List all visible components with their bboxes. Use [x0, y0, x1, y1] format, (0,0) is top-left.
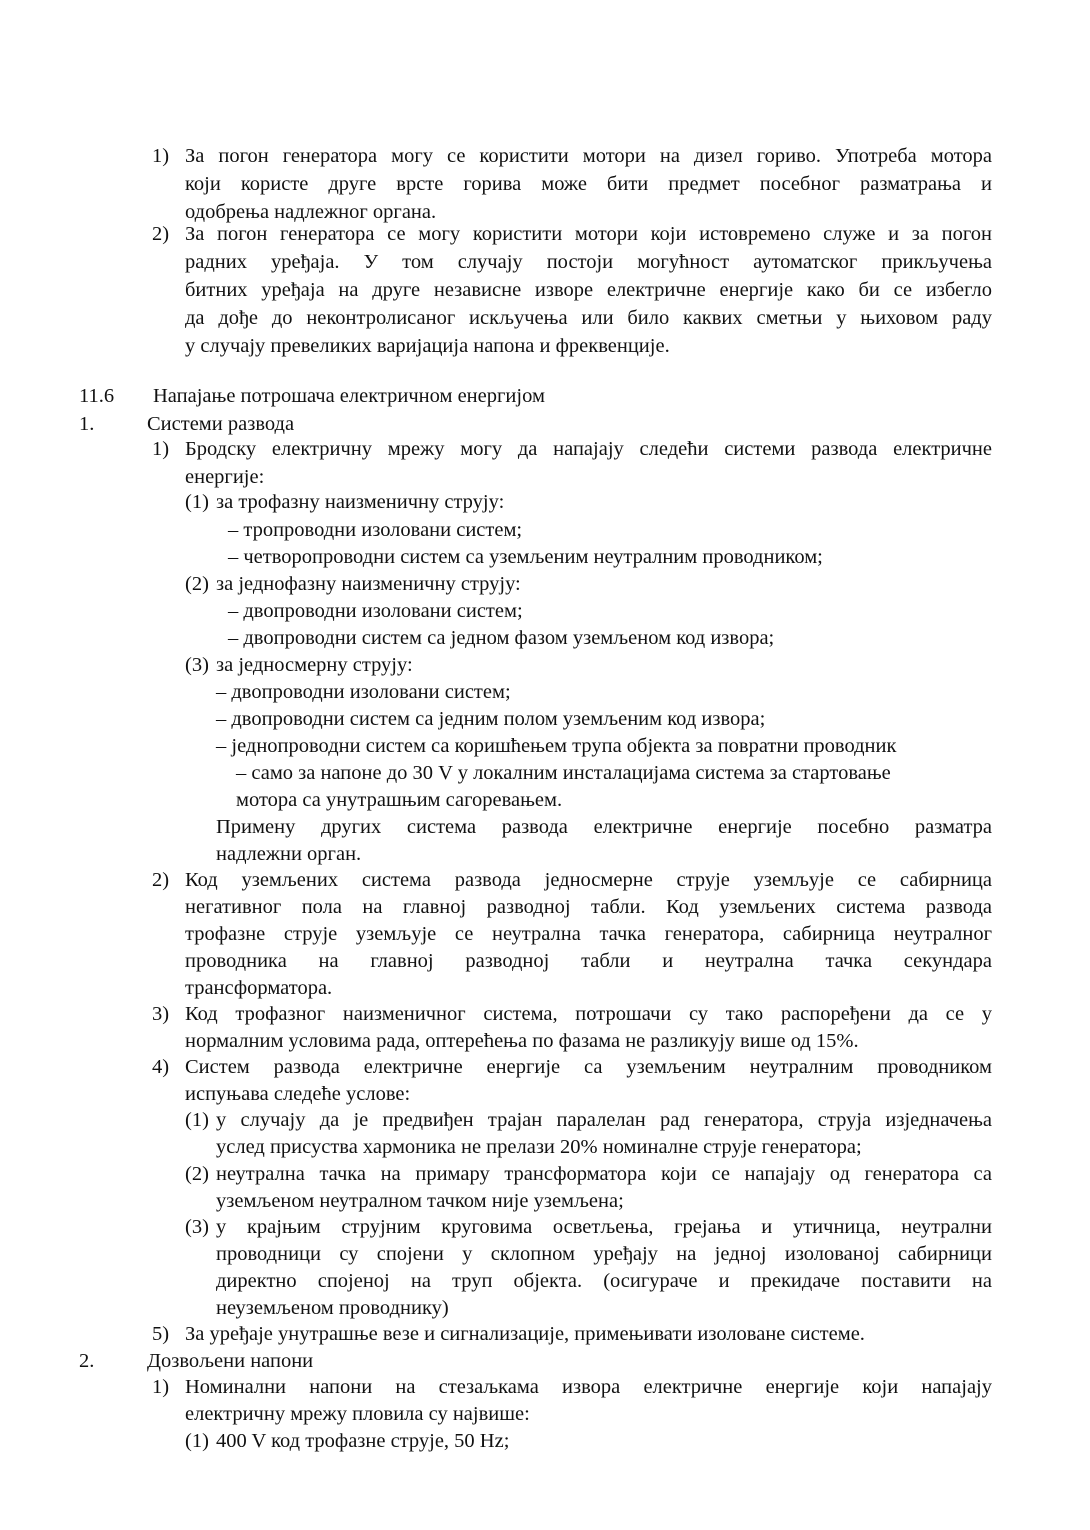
subitem-line: неутрална тачка на примару трансформатора који се напајају од генератора са: [216, 1163, 992, 1185]
paragraph-line: проводника на главној разводној табли и неутрална тачка секундара: [185, 950, 992, 972]
section-title: Напајање потрошача електричном енергијом: [153, 385, 545, 407]
subsection-title: Системи развода: [147, 413, 295, 435]
subsection-number: 2.: [79, 1350, 95, 1372]
paragraph-line: битних уређаја на друге независне изворе електричне енергије како би се избегло: [185, 279, 992, 301]
subitem-marker: (1): [185, 491, 209, 513]
subitem-marker: (3): [185, 1216, 209, 1238]
note-line: надлежни орган.: [216, 843, 362, 865]
subitem-line: неуземљеном проводнику): [216, 1297, 449, 1319]
paragraph-line: За уређаје унутрашње везе и сигнализације, примењивати изоловане системе.: [185, 1323, 865, 1345]
subitem-line: уземљеном неутралном тачком није уземљена;: [216, 1190, 624, 1212]
note-line: Примену других система развода електричне енергије посебно разматра: [216, 816, 992, 838]
paragraph-line: Бродску електричну мрежу могу да напајају следећи системи развода електричне: [185, 438, 992, 460]
subitem-text: за једнофазну наизменичну струју:: [216, 573, 521, 595]
subitem-marker: (2): [185, 1163, 209, 1185]
subitem-marker: (2): [185, 573, 209, 595]
paragraph-line: Номинални напони на стезаљкама извора електричне енергије који напајају: [185, 1376, 992, 1398]
dash-item: – једнопроводни систем са коришћењем трупа објекта за повратни проводник: [216, 735, 897, 757]
dash-item: – двопроводни систем са једним полом уземљеним код извора;: [216, 708, 766, 730]
dash-item: – двопроводни изоловани систем;: [216, 681, 511, 703]
paragraph-line: Систем развода електричне енергије са уземљеним неутралним проводником: [185, 1056, 992, 1078]
subsection-title: Дозвољени напони: [147, 1350, 314, 1372]
subitem-line: проводници су спојени у склопном уређају на једној изолованој сабирници: [216, 1243, 992, 1265]
subitem-line: у случају да је предвиђен трајан паралелан рад генератора, струја изједначења: [216, 1109, 992, 1131]
item-marker: 1): [152, 1376, 170, 1398]
dash-item: – четворопроводни систем са уземљеним неутралним проводником;: [228, 546, 823, 568]
subsection-number: 1.: [79, 413, 95, 435]
subitem-marker: (1): [185, 1109, 209, 1131]
paragraph-line: трансформатора.: [185, 977, 333, 999]
subitem-line: услед присуства хармоника не прелази 20% номиналне струје генератора;: [216, 1136, 862, 1158]
paragraph-line: радних уређаја. У том случају постоји могућност аутоматског прикључења: [185, 251, 992, 273]
item-marker: 1): [152, 145, 170, 167]
paragraph-line: трофазне струје уземљује се неутрална тачка генератора, сабирница неутралног: [185, 923, 992, 945]
paragraph-line: За погон генератора могу се користити мотори на дизел гориво. Употреба мотора: [185, 145, 992, 167]
dash-item: – двопроводни изоловани систем;: [228, 600, 523, 622]
paragraph-line: Код уземљених система развода једносмерне струје уземљује се сабирница: [185, 869, 992, 891]
section-number: 11.6: [79, 385, 115, 407]
paragraph-line: у случају превеликих варијација напона и фреквенције.: [185, 335, 670, 357]
paragraph-line: испуњава следеће услове:: [185, 1083, 411, 1105]
paragraph-line: Код трофазног наизменичног система, потрошачи су тако распоређени да се у: [185, 1003, 992, 1025]
item-marker: 5): [152, 1323, 170, 1345]
subitem-text: за једносмерну струју:: [216, 654, 413, 676]
subitem-text: за трофазну наизменичну струју:: [216, 491, 505, 513]
paragraph-line: који користе друге врсте горива може бити предмет посебног разматрања и: [185, 173, 992, 195]
subitem-text: 400 V код трофазне струје, 50 Hz;: [216, 1430, 510, 1452]
subitem-marker: (3): [185, 654, 209, 676]
paragraph-line: негативног пола на главној разводној табли. Код уземљених система развода: [185, 896, 992, 918]
subitem-line: у крајњим струјним круговима осветљења, грејања и утичница, неутрални: [216, 1216, 992, 1238]
paragraph-line: енергије:: [185, 466, 265, 488]
item-marker: 2): [152, 223, 170, 245]
item-marker: 2): [152, 869, 170, 891]
paragraph-line: електричну мрежу пловила су највише:: [185, 1403, 530, 1425]
paragraph-line: да дође до неконтролисаног искључења или било каквих сметњи у њиховом раду: [185, 307, 992, 329]
item-marker: 1): [152, 438, 170, 460]
subitem-marker: (1): [185, 1430, 209, 1452]
item-marker: 3): [152, 1003, 170, 1025]
subitem-line: директно спојеној на труп објекта. (осигураче и прекидаче поставити на: [216, 1270, 992, 1292]
paragraph-line: За погон генератора се могу користити мотори који истовремено служе и за погон: [185, 223, 992, 245]
paragraph-line: одобрења надлежног органа.: [185, 201, 437, 223]
item-marker: 4): [152, 1056, 170, 1078]
dash-item: – двопроводни систем са једном фазом уземљеном код извора;: [228, 627, 775, 649]
dash-item-continuation: – само за напоне до 30 V у локалним инсталацијама система за стартовање: [236, 762, 891, 784]
paragraph-line: нормалним условима рада, оптерећења по фазама не разликују више од 15%.: [185, 1030, 859, 1052]
dash-item-continuation: мотора са унутрашњим сагоревањем.: [236, 789, 563, 811]
dash-item: – тропроводни изоловани систем;: [228, 519, 523, 541]
